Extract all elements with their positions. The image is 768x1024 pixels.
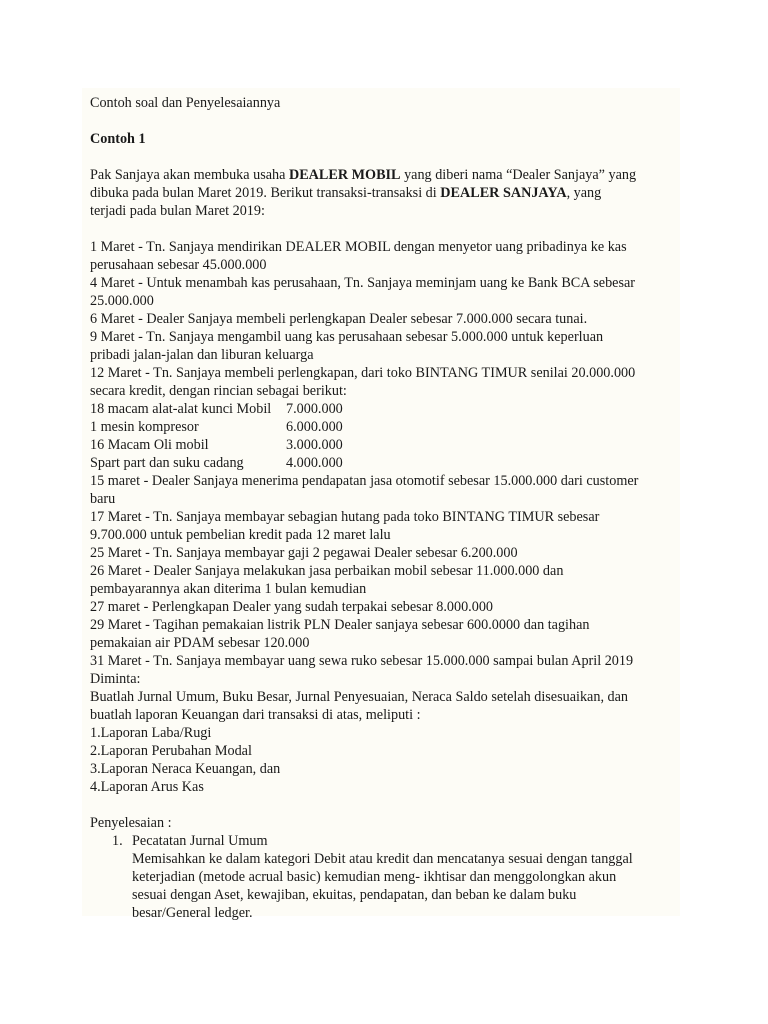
transaction-line: secara kredit, dengan rincian sebagai berikut: bbox=[90, 383, 347, 399]
transaction-line: pembayarannya akan diterima 1 bulan kemudian bbox=[90, 581, 367, 597]
detail-row bbox=[90, 400, 680, 418]
transaction-line: 4 Maret - Untuk menambah kas perusahaan, Tn. Sanjaya meminjam uang ke Bank BCA sebesar bbox=[90, 275, 636, 291]
transaction-line: 12 Maret - Tn. Sanjaya membeli perlengkapan, dari toko BINTANG TIMUR senilai 20.000.000 bbox=[90, 365, 636, 381]
transaction-line: 17 Maret - Tn. Sanjaya membayar sebagian hutang pada toko BINTANG TIMUR sebesar bbox=[90, 509, 600, 525]
intro-bold: DEALER SANJAYA bbox=[440, 185, 567, 201]
transaction-line: baru bbox=[90, 491, 116, 507]
solution-body-line: keterjadian (metode acrual basic) kemudian meng- ikhtisar dan menggolongkan akun bbox=[132, 869, 617, 885]
intro-line-2 bbox=[90, 184, 680, 202]
transaction-line: pemakaian air PDAM sebesar 120.000 bbox=[90, 635, 310, 651]
detail-row bbox=[90, 418, 680, 436]
transaction-line: pribadi jalan-jalan dan liburan keluarga bbox=[90, 347, 314, 363]
instruction-line: buatlah laporan Keuangan dari transaksi di atas, meliputi : bbox=[90, 707, 421, 723]
solution-body-line: besar/General ledger. bbox=[132, 905, 253, 921]
report-item: 2.Laporan Perubahan Modal bbox=[90, 743, 252, 759]
transaction-line: 9 Maret - Tn. Sanjaya mengambil uang kas perusahaan sebesar 5.000.000 untuk keperluan bbox=[90, 329, 604, 345]
detail-row bbox=[90, 436, 680, 454]
detail-item: Spart part dan suku cadang bbox=[90, 455, 244, 471]
spacer bbox=[90, 796, 680, 814]
solution-body-line: sesuai dengan Aset, kewajiban, ekuitas, pendapatan, dan beban ke dalam buku bbox=[132, 887, 577, 903]
list-number: 1. bbox=[112, 833, 123, 849]
detail-row bbox=[90, 454, 680, 472]
detail-item: 18 macam alat-alat kunci Mobil bbox=[90, 401, 272, 417]
detail-value: 4.000.000 bbox=[286, 455, 343, 471]
detail-value: 7.000.000 bbox=[286, 401, 343, 417]
detail-item: 1 mesin kompresor bbox=[90, 419, 199, 435]
transaction-line: 27 maret - Perlengkapan Dealer yang sudah terpakai sebesar 8.000.000 bbox=[90, 599, 494, 615]
intro-text: Pak Sanjaya akan membuka usaha bbox=[90, 167, 289, 183]
transaction-line: 31 Maret - Tn. Sanjaya membayar uang sewa ruko sebesar 15.000.000 sampai bulan April 2019 bbox=[90, 653, 634, 669]
detail-value: 6.000.000 bbox=[286, 419, 343, 435]
transaction-line: 9.700.000 untuk pembelian kredit pada 12 maret lalu bbox=[90, 527, 391, 543]
solution-item-title: Pecatatan Jurnal Umum bbox=[132, 833, 268, 849]
document-title: Contoh soal dan Penyelesaiannya bbox=[90, 95, 281, 111]
transaction-line: 15 maret - Dealer Sanjaya menerima pendapatan jasa otomotif sebesar 15.000.000 dari customer bbox=[90, 473, 639, 489]
transaction-line: 1 Maret - Tn. Sanjaya mendirikan DEALER MOBIL dengan menyetor uang pribadinya ke kas bbox=[90, 239, 627, 255]
intro-text: yang diberi nama “Dealer Sanjaya” yang bbox=[400, 167, 637, 183]
report-item: 1.Laporan Laba/Rugi bbox=[90, 725, 212, 741]
transaction-line: 26 Maret - Dealer Sanjaya melakukan jasa perbaikan mobil sebesar 11.000.000 dan bbox=[90, 563, 564, 579]
spacer bbox=[90, 112, 680, 130]
solution-list-item bbox=[90, 832, 680, 922]
spacer bbox=[90, 220, 680, 238]
detail-item: 16 Macam Oli mobil bbox=[90, 437, 209, 453]
transaction-line: perusahaan sebesar 45.000.000 bbox=[90, 257, 267, 273]
intro-text: , yang bbox=[566, 185, 602, 201]
transaction-line: 25 Maret - Tn. Sanjaya membayar gaji 2 pegawai Dealer sebesar 6.200.000 bbox=[90, 545, 518, 561]
intro-bold: DEALER MOBIL bbox=[288, 167, 401, 183]
report-item: 4.Laporan Arus Kas bbox=[90, 779, 204, 795]
detail-value: 3.000.000 bbox=[286, 437, 343, 453]
instruction-line: Buatlah Jurnal Umum, Buku Besar, Jurnal Penyesuaian, Neraca Saldo setelah disesuaikan, dan bbox=[90, 689, 629, 705]
spacer bbox=[90, 148, 680, 166]
intro-text: dibuka pada bulan Maret 2019. Berikut transaksi-transaksi di bbox=[90, 185, 441, 201]
intro-line-1 bbox=[90, 166, 680, 184]
intro-line-3: terjadi pada bulan Maret 2019: bbox=[90, 203, 265, 219]
solution-heading: Penyelesaian : bbox=[90, 815, 172, 831]
transaction-line: 25.000.000 bbox=[90, 293, 154, 309]
example-heading: Contoh 1 bbox=[90, 131, 146, 147]
solution-body-line: Memisahkan ke dalam kategori Debit atau kredit dan mencatanya sesuai dengan tanggal bbox=[132, 851, 633, 867]
report-item: 3.Laporan Neraca Keuangan, dan bbox=[90, 761, 281, 777]
requested-label: Diminta: bbox=[90, 671, 141, 687]
transaction-line: 6 Maret - Dealer Sanjaya membeli perlengkapan Dealer sebesar 7.000.000 secara tunai. bbox=[90, 311, 588, 327]
document-content bbox=[90, 94, 680, 922]
transaction-line: 29 Maret - Tagihan pemakaian listrik PLN Dealer sanjaya sebesar 600.0000 dan tagihan bbox=[90, 617, 590, 633]
